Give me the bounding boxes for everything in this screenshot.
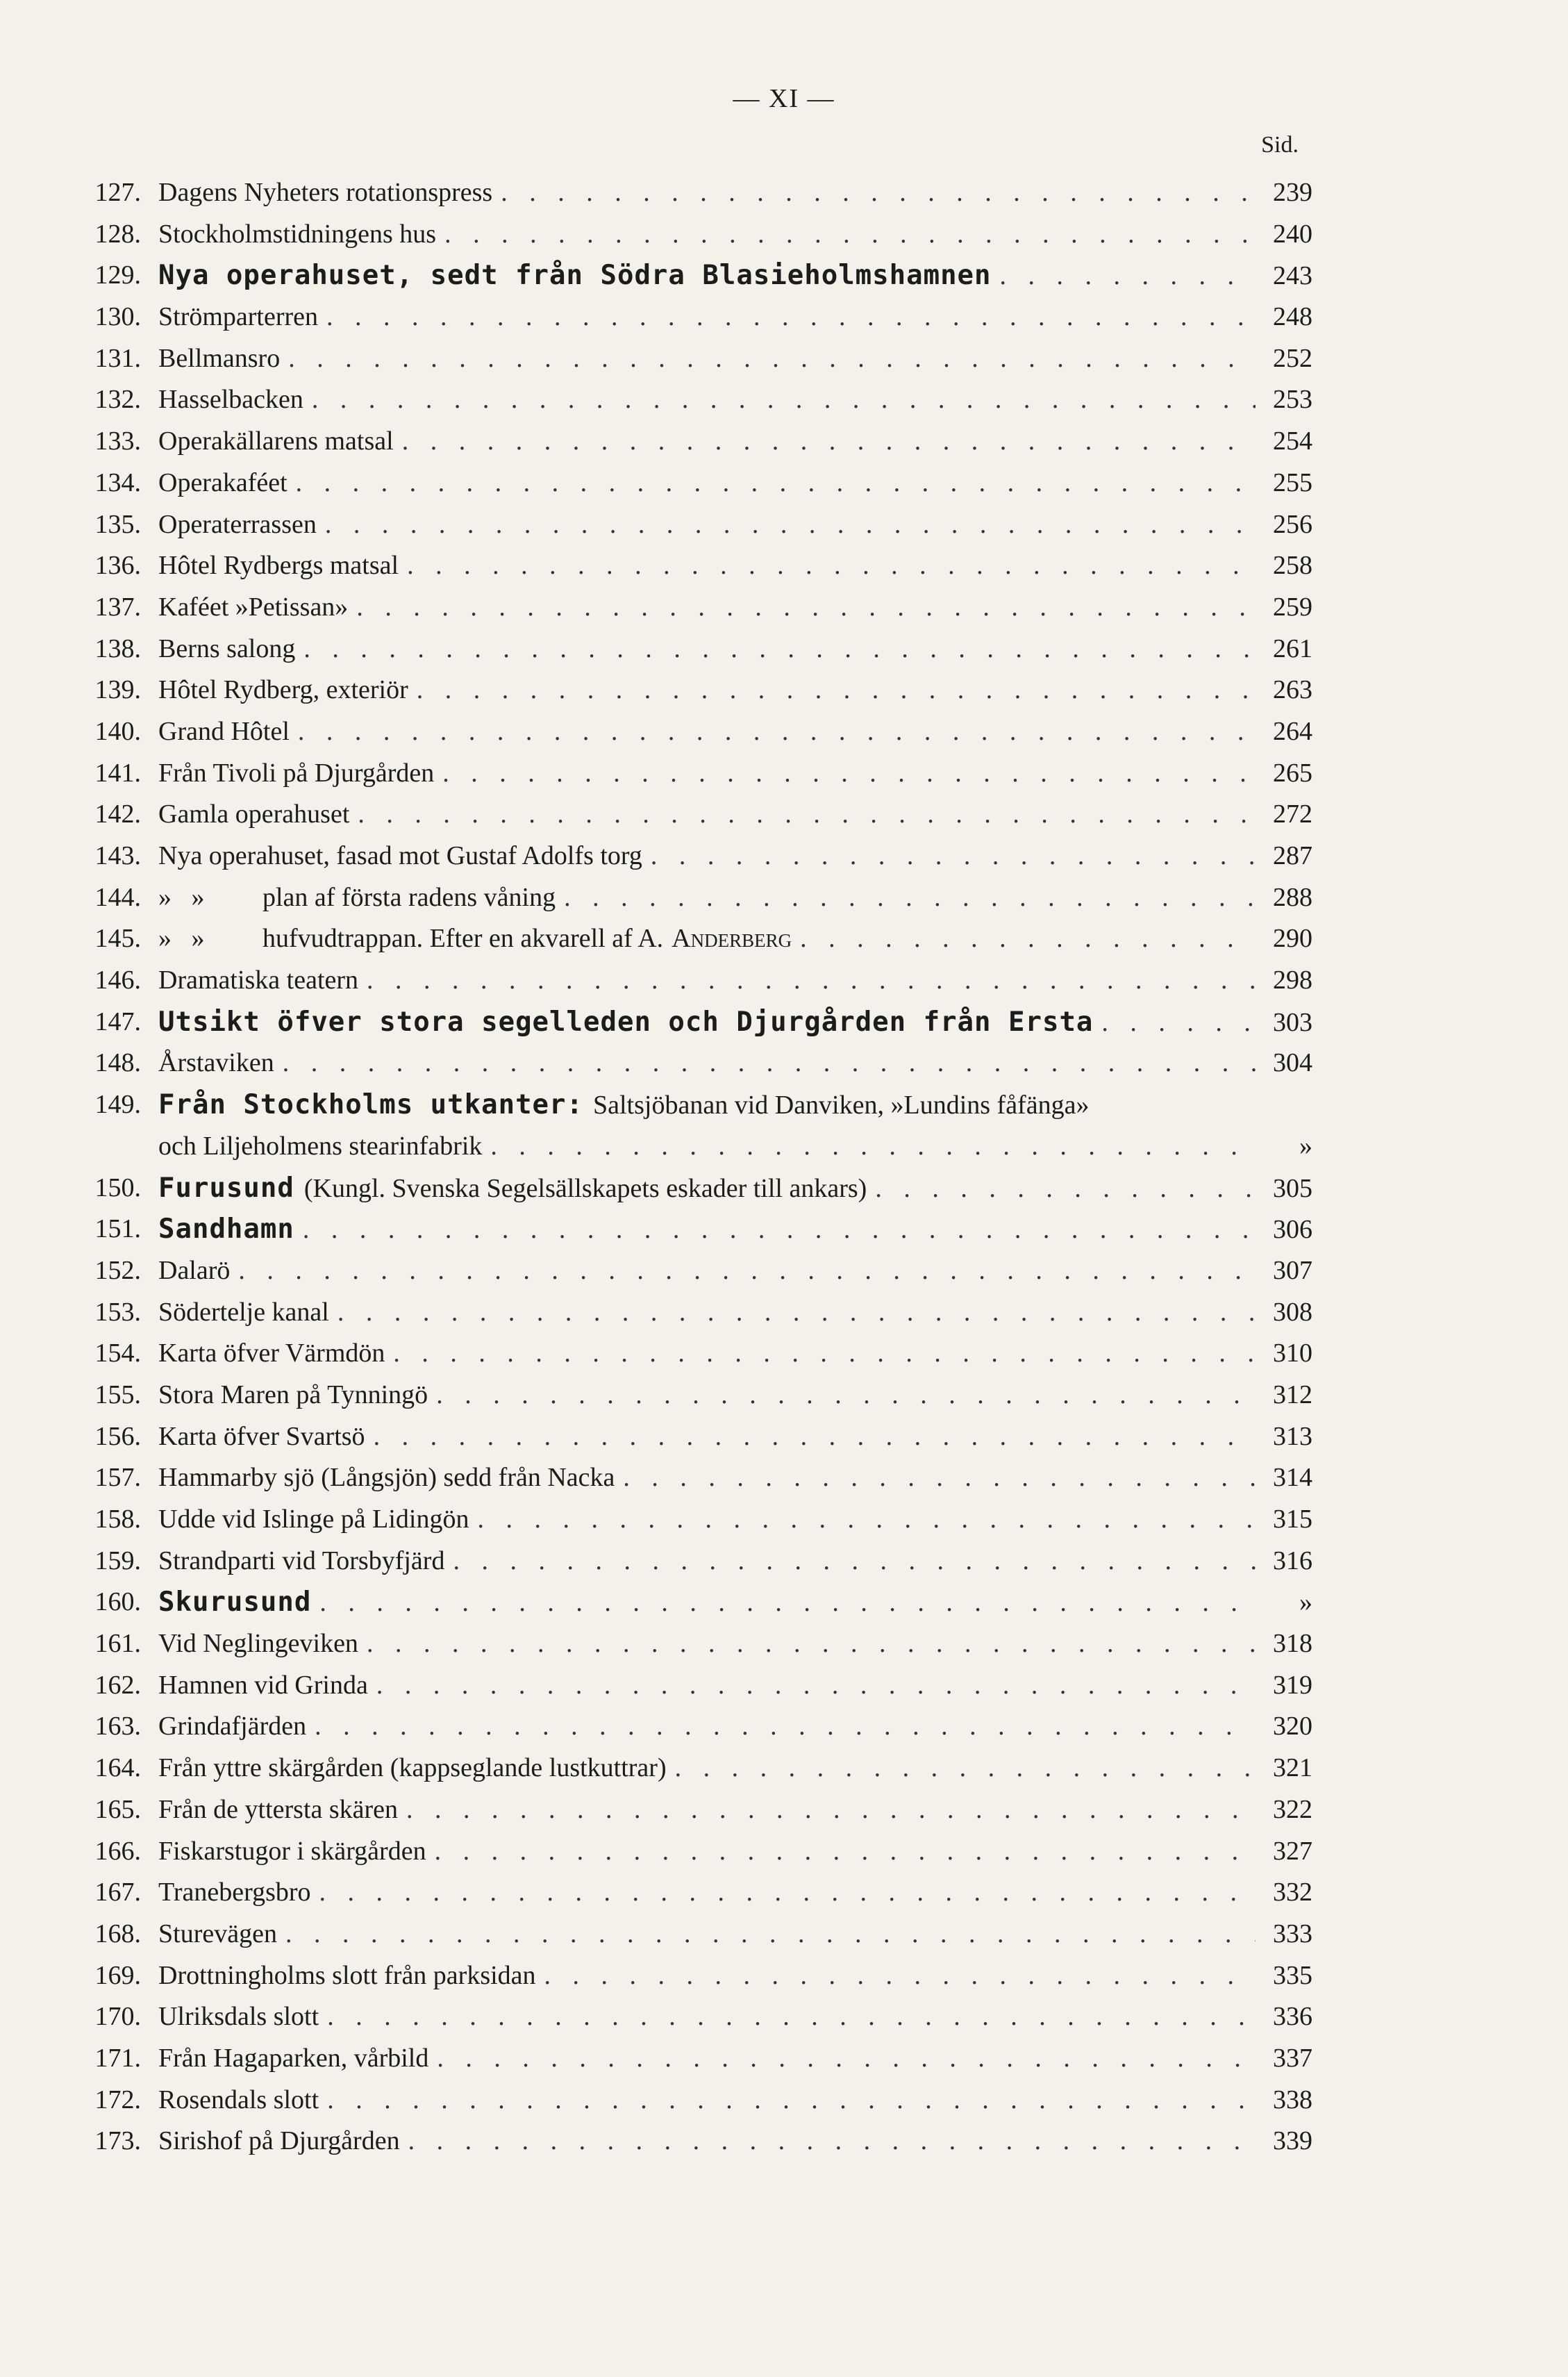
entry-title: Strandparti vid Torsbyfjärd: [158, 1546, 445, 1575]
toc-entry: [75, 753, 1312, 795]
leader-dots: [1101, 1002, 1256, 1043]
entry-body: [158, 1623, 1312, 1665]
toc-entry: [75, 545, 1312, 587]
entry-body: [158, 670, 1312, 711]
entry-page: 287: [1273, 841, 1312, 870]
leader-dots: [875, 1168, 1256, 1209]
toc-entry: [75, 463, 1312, 504]
entry-body: [158, 1043, 1312, 1084]
entry-number: 144.: [94, 882, 141, 912]
entry-body: [158, 1126, 1312, 1168]
entry-title: Årstaviken: [158, 1048, 274, 1078]
entry-page: 265: [1273, 758, 1312, 788]
leader-dots: [319, 1872, 1256, 1914]
toc-entry: [75, 1789, 1312, 1831]
toc-entry: [75, 2038, 1312, 2080]
toc-entry: [75, 1375, 1312, 1416]
toc-entry: [75, 1541, 1312, 1582]
entry-body: [158, 421, 1312, 463]
entry-page: 318: [1273, 1629, 1312, 1659]
entry-title: Dalarö: [158, 1255, 231, 1285]
entry-page: 307: [1273, 1255, 1312, 1285]
toc-entry: [75, 214, 1312, 256]
entry-page: 312: [1273, 1380, 1312, 1409]
entry-number: 161.: [94, 1629, 141, 1659]
entry-body: [158, 2121, 1312, 2162]
leader-dots: [356, 587, 1256, 629]
entry-body: [158, 836, 1312, 877]
leader-dots: [303, 629, 1256, 670]
entry-page: 298: [1273, 966, 1312, 995]
leader-dots: [623, 1457, 1256, 1499]
leader-dots: [327, 2080, 1256, 2121]
toc-entry: [75, 1126, 1312, 1168]
entry-body: [158, 1002, 1312, 1043]
leader-dots: [319, 1582, 1256, 1623]
entry-page: 339: [1273, 2126, 1312, 2156]
leader-dots: [477, 1499, 1256, 1541]
entry-body: [158, 338, 1312, 380]
entry-title: Nya operahuset, sedt från Södra Blasieholmshamnen: [158, 260, 992, 292]
entry-title: hufvudtrappan. Efter en akvarell af A.: [262, 924, 664, 954]
entry-number: 153.: [94, 1297, 141, 1327]
entry-title: Från Hagaparken, vårbild: [158, 2043, 429, 2073]
entry-number: 159.: [94, 1546, 141, 1575]
entry-body: [158, 1748, 1312, 1789]
entry-body: [158, 1292, 1312, 1334]
entry-title: och Liljeholmens stearinfabrik: [158, 1131, 483, 1161]
leader-dots: [417, 670, 1256, 711]
entry-body: [158, 172, 1312, 214]
entry-number: 128.: [94, 219, 141, 249]
entry-page: 314: [1273, 1463, 1312, 1493]
entry-number: 172.: [94, 2085, 141, 2114]
entry-page: 256: [1273, 509, 1312, 539]
entry-title: Furusund: [158, 1172, 294, 1204]
entry-title: plan af första radens våning: [262, 882, 556, 912]
leader-dots: [358, 794, 1256, 836]
entry-number: 138.: [94, 633, 141, 663]
entry-page: 337: [1273, 2043, 1312, 2073]
entry-body: [158, 1084, 1312, 1126]
entry-title: Skurusund: [158, 1587, 312, 1618]
entry-page: 335: [1273, 1960, 1312, 1990]
entry-body: [158, 214, 1312, 256]
leader-dots: [374, 1416, 1256, 1458]
leader-dots: [435, 1831, 1256, 1873]
leader-dots: [407, 545, 1256, 587]
entry-number: 151.: [94, 1214, 141, 1244]
entry-number: 148.: [94, 1048, 141, 1078]
toc-entry: [75, 587, 1312, 629]
entry-title: Udde vid Islinge på Lidingön: [158, 1505, 469, 1534]
entry-page: 306: [1273, 1215, 1312, 1245]
entry-body: [158, 794, 1312, 836]
entry-page: 240: [1273, 219, 1312, 249]
leader-dots: [325, 504, 1256, 546]
leader-dots: [367, 960, 1256, 1002]
entry-body: [158, 504, 1312, 546]
entry-body: [158, 1333, 1312, 1375]
entry-number: 145.: [94, 924, 141, 954]
toc-entry: [75, 1416, 1312, 1458]
toc-entry: [75, 918, 1312, 960]
entry-page: 315: [1273, 1505, 1312, 1534]
entry-title: Fiskarstugor i skärgården: [158, 1836, 426, 1866]
entry-title: Karta öfver Svartsö: [158, 1421, 365, 1451]
entry-body: [158, 1499, 1312, 1541]
entry-body: [158, 1250, 1312, 1292]
toc-entry: [75, 670, 1312, 711]
toc-entry: [75, 1084, 1312, 1126]
entry-page: 259: [1273, 592, 1312, 622]
entry-number: 165.: [94, 1794, 141, 1824]
entry-title: Operaterrassen: [158, 509, 317, 539]
entry-number: 127.: [94, 178, 141, 207]
leader-dots: [288, 338, 1256, 380]
entry-body: [158, 1831, 1312, 1873]
entry-number: 164.: [94, 1753, 141, 1783]
entry-page: 263: [1273, 675, 1312, 705]
entry-page: 248: [1273, 302, 1312, 332]
entry-page: 290: [1273, 924, 1312, 954]
entry-page: 310: [1273, 1339, 1312, 1368]
entry-page: 264: [1273, 716, 1312, 746]
leader-dots: [436, 1375, 1256, 1416]
entry-body: [158, 2038, 1312, 2080]
entry-number: 129.: [94, 260, 141, 290]
entry-title: Bellmansro: [158, 343, 281, 373]
leader-dots: [376, 1665, 1256, 1707]
entry-number: 142.: [94, 800, 141, 829]
entry-note: Saltsjöbanan vid Danviken, »Lundins fåfänga»: [593, 1091, 1090, 1120]
entry-title: Hasselbacken: [158, 385, 303, 415]
entry-number: 149.: [94, 1090, 141, 1120]
entry-author: Anderberg: [672, 924, 792, 954]
toc-entry: [75, 629, 1312, 670]
leader-dots: [437, 2038, 1256, 2080]
entry-number: 156.: [94, 1421, 141, 1451]
entry-body: [158, 1457, 1312, 1499]
toc-entry: [75, 1457, 1312, 1499]
toc-entry: [75, 1665, 1312, 1707]
entry-number: 168.: [94, 1919, 141, 1948]
leader-dots: [367, 1623, 1256, 1665]
entry-number: 131.: [94, 343, 141, 373]
entry-body: [158, 1955, 1312, 1997]
entry-title: Sirishof på Djurgården: [158, 2126, 400, 2156]
entry-page: 303: [1273, 1007, 1312, 1037]
entry-number: 162.: [94, 1670, 141, 1700]
entry-number: 146.: [94, 966, 141, 995]
entry-page: 239: [1273, 178, 1312, 207]
entry-title: Utsikt öfver stora segelleden och Djurgården från Ersta: [158, 1006, 1094, 1038]
toc-entry: [75, 1002, 1312, 1043]
entry-body: [158, 1872, 1312, 1914]
entry-page: 319: [1273, 1670, 1312, 1700]
toc-entry: [75, 1872, 1312, 1914]
entry-body: [158, 297, 1312, 338]
entry-title: Nya operahuset, fasad mot Gustaf Adolfs torg: [158, 841, 642, 870]
toc-entry: [75, 1831, 1312, 1873]
entry-page: 272: [1273, 800, 1312, 829]
toc-entry: [75, 1955, 1312, 1997]
leader-dots: [402, 421, 1256, 463]
ditto-marks: » »: [158, 882, 205, 912]
entry-body: [158, 877, 1312, 919]
entry-body: [158, 1665, 1312, 1707]
entry-title: Hammarby sjö (Långsjön) sedd från Nacka: [158, 1463, 615, 1493]
leader-dots: [238, 1250, 1256, 1292]
entry-title: Strömparterren: [158, 302, 319, 332]
entry-number: 134.: [94, 467, 141, 497]
entry-page: 327: [1273, 1836, 1312, 1866]
toc-entry: [75, 1043, 1312, 1084]
toc-entry: [75, 255, 1312, 297]
toc-entry: [75, 2080, 1312, 2121]
toc-entry: [75, 2121, 1312, 2162]
entry-body: [158, 1914, 1312, 1955]
leader-dots: [442, 753, 1256, 795]
leader-dots: [327, 1996, 1256, 2038]
entry-page: 333: [1273, 1919, 1312, 1948]
page-number-header: — XI —: [733, 84, 835, 113]
entry-title: Från Tivoli på Djurgården: [158, 758, 435, 788]
leader-dots: [326, 297, 1256, 338]
toc-entry: [75, 1168, 1312, 1209]
toc-entry: [75, 960, 1312, 1002]
entry-body: [158, 2080, 1312, 2121]
entry-title: Hôtel Rydbergs matsal: [158, 551, 399, 581]
toc-entry: [75, 836, 1312, 877]
entry-body: [158, 1168, 1312, 1209]
entry-number: 143.: [94, 841, 141, 870]
leader-dots: [296, 463, 1256, 504]
table-of-contents: [75, 172, 1312, 2162]
entry-number: 139.: [94, 675, 141, 705]
entry-number: 147.: [94, 1007, 141, 1036]
entry-body: [158, 1541, 1312, 1582]
entry-body: [158, 1582, 1312, 1623]
entry-page: 288: [1273, 882, 1312, 912]
leader-dots: [283, 1043, 1256, 1084]
entry-body: [158, 1789, 1312, 1831]
entry-title: Stockholmstidningens hus: [158, 219, 437, 249]
entry-number: 152.: [94, 1255, 141, 1285]
entry-body: [158, 960, 1312, 1002]
entry-title: Berns salong: [158, 633, 296, 663]
entry-title: Från de yttersta skären: [158, 1794, 399, 1824]
entry-number: 170.: [94, 2002, 141, 2032]
entry-number: 140.: [94, 716, 141, 746]
entry-page: »: [1299, 1588, 1312, 1618]
entry-title: Från yttre skärgården (kappseglande lustkuttrar): [158, 1753, 667, 1783]
entry-body: [158, 545, 1312, 587]
entry-body: [158, 1209, 1312, 1250]
toc-entry: [75, 172, 1312, 214]
entry-number: 137.: [94, 592, 141, 622]
ditto-marks: » »: [158, 924, 205, 954]
entry-number: 166.: [94, 1836, 141, 1866]
entry-number: 132.: [94, 385, 141, 415]
entry-page: 304: [1273, 1048, 1312, 1078]
leader-dots: [285, 1914, 1256, 1955]
leader-dots: [675, 1748, 1256, 1789]
entry-page: 258: [1273, 551, 1312, 581]
entry-body: [158, 1375, 1312, 1416]
entry-number: 163.: [94, 1712, 141, 1741]
toc-entry: [75, 1914, 1312, 1955]
entry-number: 150.: [94, 1173, 141, 1202]
entry-title: Sturevägen: [158, 1919, 277, 1948]
leader-dots: [298, 711, 1256, 753]
entry-title: Hamnen vid Grinda: [158, 1670, 368, 1700]
entry-number: 155.: [94, 1380, 141, 1409]
entry-number: 169.: [94, 1960, 141, 1990]
entry-number: 130.: [94, 302, 141, 332]
entry-title: Grand Hôtel: [158, 716, 290, 746]
toc-entry: [75, 421, 1312, 463]
toc-entry: [75, 1748, 1312, 1789]
entry-page: 338: [1273, 2085, 1312, 2114]
entry-note: (Kungl. Svenska Segelsällskapets eskader till ankars): [303, 1173, 867, 1203]
entry-title: Dagens Nyheters rotationspress: [158, 178, 493, 207]
entry-number: 173.: [94, 2126, 141, 2156]
leader-dots: [315, 1706, 1256, 1748]
toc-entry: [75, 338, 1312, 380]
entry-title: Operakaféet: [158, 467, 287, 497]
entry-page: 308: [1273, 1297, 1312, 1327]
entry-number: 136.: [94, 551, 141, 581]
entry-page: »: [1299, 1131, 1312, 1161]
entry-number: 154.: [94, 1339, 141, 1368]
entry-page: 316: [1273, 1546, 1312, 1575]
leader-dots: [800, 918, 1256, 960]
toc-entry: [75, 504, 1312, 546]
leader-dots: [490, 1126, 1256, 1168]
entry-body: [158, 1416, 1312, 1458]
entry-title: Grindafjärden: [158, 1712, 307, 1741]
toc-entry: [75, 1706, 1312, 1748]
entry-body: [158, 1706, 1312, 1748]
entry-number: 160.: [94, 1587, 141, 1617]
leader-dots: [651, 836, 1256, 877]
toc-entry: [75, 1250, 1312, 1292]
toc-entry: [75, 1499, 1312, 1541]
entry-title: Hôtel Rydberg, exteriör: [158, 675, 408, 705]
toc-entry: [75, 877, 1312, 919]
entry-number: 157.: [94, 1463, 141, 1493]
toc-entry: [75, 297, 1312, 338]
entry-number: 135.: [94, 509, 141, 539]
entry-page: 321: [1273, 1753, 1312, 1783]
toc-entry: [75, 1333, 1312, 1375]
leader-dots: [312, 379, 1256, 421]
entry-title: Karta öfver Värmdön: [158, 1339, 385, 1368]
entry-title: Rosendals slott: [158, 2085, 319, 2114]
entry-page: 313: [1273, 1421, 1312, 1451]
entry-page: 252: [1273, 343, 1312, 373]
entry-title: Ulriksdals slott: [158, 2002, 319, 2032]
entry-number: 133.: [94, 426, 141, 456]
toc-entry: [75, 1582, 1312, 1623]
entry-title: Sandhamn: [158, 1214, 294, 1245]
entry-title: Vid Neglingeviken: [158, 1629, 358, 1659]
entry-title: Stora Maren på Tynningö: [158, 1380, 428, 1409]
entry-title: Operakällarens matsal: [158, 426, 394, 456]
toc-entry: [75, 794, 1312, 836]
toc-entry: [75, 711, 1312, 753]
entry-number: 167.: [94, 1878, 141, 1907]
page-column-label: Sid.: [1261, 132, 1299, 158]
entry-body: [158, 255, 1312, 297]
toc-entry: [75, 1292, 1312, 1334]
leader-dots: [501, 172, 1256, 214]
leader-dots: [406, 1789, 1256, 1831]
entry-body: [158, 918, 1312, 960]
entry-page: 336: [1273, 2002, 1312, 2032]
entry-title: Södertelje kanal: [158, 1297, 329, 1327]
entry-title: Tranebergsbro: [158, 1878, 311, 1907]
entry-body: [158, 463, 1312, 504]
entry-body: [158, 753, 1312, 795]
entry-page: 255: [1273, 467, 1312, 497]
entry-body: [158, 629, 1312, 670]
leader-dots: [444, 214, 1256, 256]
entry-title: Från Stockholms utkanter:: [158, 1089, 583, 1121]
entry-title: Drottningholms slott från parksidan: [158, 1960, 536, 1990]
entry-number: 158.: [94, 1505, 141, 1534]
entry-title: Kaféet »Petissan»: [158, 592, 349, 622]
leader-dots: [453, 1541, 1256, 1582]
entry-body: [158, 379, 1312, 421]
toc-entry: [75, 1209, 1312, 1250]
leader-dots: [564, 877, 1256, 919]
entry-title: Dramatiska teatern: [158, 966, 359, 995]
entry-page: 261: [1273, 633, 1312, 663]
leader-dots: [393, 1333, 1256, 1375]
entry-body: [158, 711, 1312, 753]
entry-page: 254: [1273, 426, 1312, 456]
entry-number: 171.: [94, 2043, 141, 2073]
entry-title: Gamla operahuset: [158, 800, 350, 829]
toc-entry: [75, 379, 1312, 421]
toc-entry: [75, 1996, 1312, 2038]
entry-page: 305: [1273, 1173, 1312, 1203]
leader-dots: [408, 2121, 1256, 2162]
entry-body: [158, 587, 1312, 629]
entry-page: 320: [1273, 1712, 1312, 1741]
entry-page: 332: [1273, 1878, 1312, 1907]
leader-dots: [544, 1955, 1256, 1997]
entry-page: 253: [1273, 385, 1312, 415]
leader-dots: [1000, 256, 1256, 297]
entry-number: 141.: [94, 758, 141, 788]
entry-page: 243: [1273, 261, 1312, 291]
entry-page: 322: [1273, 1794, 1312, 1824]
leader-dots: [337, 1292, 1256, 1334]
entry-body: [158, 1996, 1312, 2038]
leader-dots: [303, 1209, 1256, 1250]
toc-entry: [75, 1623, 1312, 1665]
